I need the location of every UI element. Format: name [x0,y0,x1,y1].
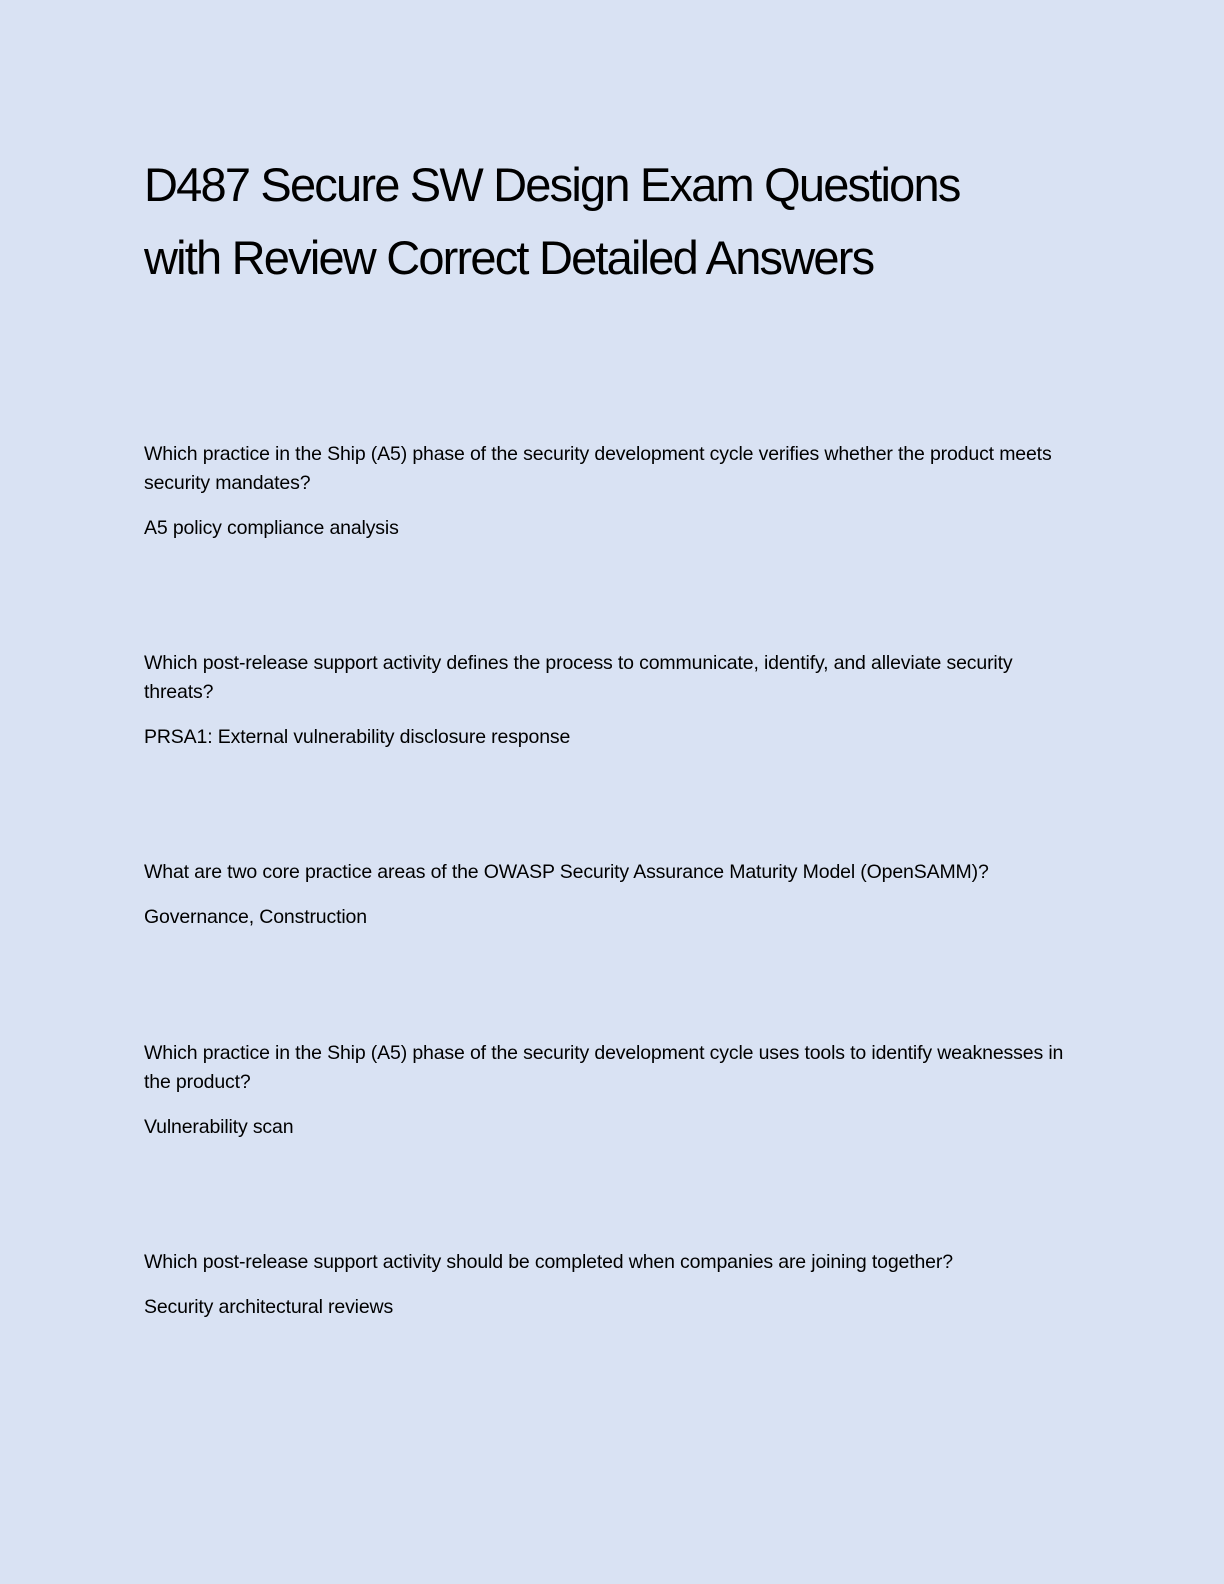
question-text: Which post-release support activity should be completed when companies are joining together? [144,1251,953,1273]
question-text: Which practice in the Ship (A5) phase of the security development cycle uses tools to identify weaknesses in the product? [144,1042,1064,1093]
qa-item [144,649,1084,752]
document-title-line-2: with Review Correct Detailed Answers [144,231,874,284]
qa-item [144,1039,1084,1142]
qa-item [144,440,1084,543]
answer-text: A5 policy compliance analysis [144,517,399,539]
qa-item [144,858,1084,932]
answer-text: PRSA1: External vulnerability disclosure response [144,726,571,748]
question-text: Which practice in the Ship (A5) phase of the security development cycle verifies whether the product meets security mandates? [144,443,1052,494]
question-text: Which post-release support activity defines the process to communicate, identify, and alleviate security threats? [144,652,1013,703]
document-title [144,148,1084,294]
question-text: What are two core practice areas of the OWASP Security Assurance Maturity Model (OpenSAMM)? [144,861,989,883]
answer-text: Vulnerability scan [144,1116,294,1138]
document-title-line-1: D487 Secure SW Design Exam Questions [144,158,960,211]
qa-item [144,1248,1084,1322]
answer-text: Governance, Construction [144,906,367,928]
answer-text: Security architectural reviews [144,1296,394,1318]
